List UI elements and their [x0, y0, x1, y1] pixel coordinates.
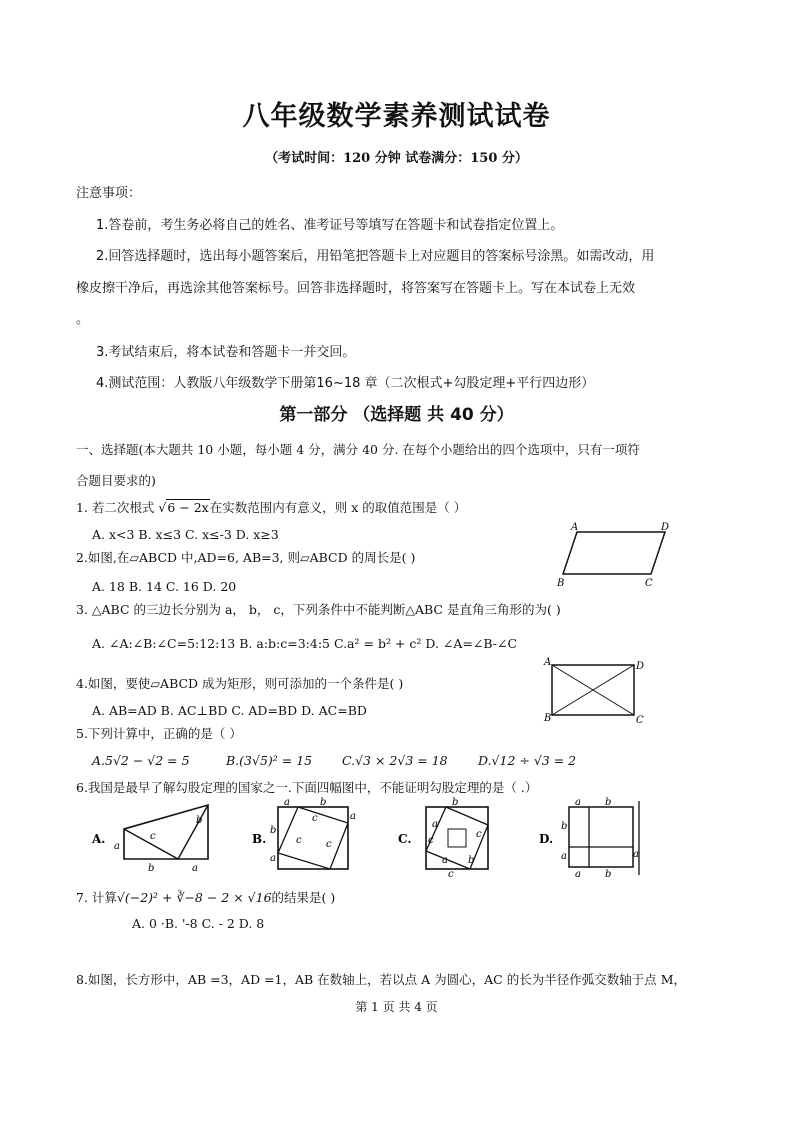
question-5-option-b: B.(3√5)² = 15 — [226, 753, 313, 768]
question-4: 4.如图，要使▱ABCD 成为矩形，则可添加的一个条件是( ) — [76, 676, 404, 691]
vertex-label-c: C — [636, 715, 644, 726]
side-c-label: c — [296, 835, 302, 846]
note-item-2-line-3: 。 — [76, 312, 90, 327]
rectangle-figure — [540, 657, 645, 727]
side-a-label: a — [284, 797, 290, 808]
note-item-1: 1.答卷前，考生务必将自己的姓名、准考证号等填写在答题卡和试卷指定位置上。 — [96, 218, 564, 233]
side-c-label: c — [448, 869, 454, 877]
side-a-label: a — [575, 869, 581, 879]
side-c-label: c — [150, 831, 156, 842]
question-7-post: 的结果是( ) — [271, 890, 336, 905]
question-2: 2.如图,在▱ABCD 中,AD=6, AB=3, 则▱ABCD 的周长是( ) — [76, 550, 416, 565]
question-5-option-a: A.5√2 − √2 = 5 — [92, 753, 190, 768]
note-item-3: 3.考试结束后，将本试卷和答题卡一并交回。 — [96, 345, 356, 360]
vertex-label-a: A — [571, 522, 579, 533]
question-3-options: A. ∠A:∠B:∠C=5:12:13 B. a:b:c=3:4:5 C.a² = b² + c² D. ∠A=∠B-∠C — [92, 636, 518, 651]
side-b-label: b — [561, 821, 568, 832]
figure-d-label: D. — [539, 832, 554, 846]
section-title: 第一部分 （选择题 共 40 分） — [279, 405, 514, 425]
side-b-label: b — [605, 869, 612, 879]
question-8: 8.如图，长方形中，AB =3，AD =1，AB 在数轴上，若以点 A 为圆心，AC 的长为半径作弧交数轴于点 M， — [76, 972, 686, 987]
section-intro-line-2: 合题目要求的) — [76, 473, 156, 488]
vertex-label-b: B — [544, 713, 552, 724]
vertex-label-a: A — [544, 657, 552, 668]
side-a-label: a — [350, 811, 356, 822]
side-a-label: a — [442, 855, 448, 866]
vertex-label-d: D — [636, 661, 645, 672]
question-1-radicand: 6 − 2x — [167, 500, 209, 515]
question-1: 1. 若二次根式 √6 − 2x在实数范围内有意义，则 x 的取值范围是（ ） — [76, 500, 467, 515]
side-c-label: c — [312, 813, 318, 824]
note-item-2-line-2: 橡皮擦干净后，再选涂其他答案标号。回答非选择题时，将答案写在答题卡上。写在本试卷上无效 — [76, 281, 636, 296]
vertex-label-b: B — [557, 578, 565, 589]
question-7-options: A. 0 ·B. '-8 C. - 2 D. 8 — [132, 916, 265, 931]
side-b-label: b — [605, 797, 612, 808]
pythagoras-figure-b — [250, 797, 365, 877]
side-c-label: c — [428, 835, 434, 846]
figure-b-label: B. — [252, 832, 267, 846]
side-b-label: b — [468, 855, 475, 866]
side-b-label: b — [320, 797, 327, 808]
section-intro-line-1: 一、选择题(本大题共 10 小题，每小题 4 分，满分 40 分. 在每个小题给出的四个选项中，只有一项符 — [76, 442, 640, 457]
side-b-label: b — [148, 863, 155, 874]
pythagoras-figure-d — [535, 795, 650, 879]
question-1-options: A. x<3 B. x≤3 C. x≤-3 D. x≥3 — [92, 527, 279, 542]
side-c-label: c — [326, 839, 332, 850]
question-5-option-d: D.√12 ÷ √3 = 2 — [478, 753, 577, 768]
side-b-label: b — [270, 825, 277, 836]
exam-title: 八年级数学素养测试试卷 — [242, 101, 551, 132]
side-a-label: a — [432, 819, 438, 830]
note-item-2-line-1: 2.回答选择题时，选出每小题答案后，用铅笔把答题卡上对应题目的答案标号涂黑。如需改动，用 — [96, 249, 655, 264]
side-b-label: b — [196, 815, 203, 826]
question-7-pre: 7. 计算 — [76, 890, 117, 905]
exam-subtitle: （考试时间：120 分钟 试卷满分：150 分） — [265, 151, 528, 166]
question-7 — [76, 888, 335, 906]
notes-heading: 注意事项： — [76, 186, 142, 201]
side-a-label: a — [633, 849, 639, 860]
question-4-options: A. AB=AD B. AC⊥BD C. AD=BD D. AC=BD — [92, 703, 367, 718]
side-a-label: a — [192, 863, 198, 874]
question-1-pre: 1. 若二次根式 — [76, 500, 159, 515]
side-a-label: a — [575, 797, 581, 808]
vertex-label-c: C — [645, 578, 653, 589]
side-c-label: c — [476, 829, 482, 840]
question-6: 6.我国是最早了解勾股定理的国家之一.下面四幅图中，不能证明勾股定理的是（ .） — [76, 780, 538, 795]
note-item-4: 4.测试范围：人教版八年级数学下册第16~18 章（二次根式+勾股定理+平行四边形） — [96, 376, 595, 391]
parallelogram-figure — [555, 518, 675, 590]
vertex-label-d: D — [661, 522, 670, 533]
question-5: 5.下列计算中，正确的是（ ） — [76, 726, 242, 741]
question-5-option-c: C.√3 × 2√3 = 18 — [342, 753, 448, 768]
question-2-options: A. 18 B. 14 C. 16 D. 20 — [92, 579, 237, 594]
side-a-label: a — [561, 851, 567, 862]
question-3: 3. △ABC 的三边长分别为 a， b， c，下列条件中不能判断△ABC 是直角三角形的为( ) — [76, 602, 561, 617]
figure-c-label: C. — [398, 832, 412, 846]
side-a-label: a — [270, 853, 276, 864]
side-b-label: b — [452, 797, 459, 808]
pythagoras-figure-c — [392, 797, 507, 877]
page-footer: 第 1 页 共 4 页 — [355, 1000, 438, 1014]
side-a-label: a — [114, 841, 120, 852]
pythagoras-figure-a — [90, 797, 230, 877]
question-1-post: 在实数范围内有意义，则 x 的取值范围是（ ） — [209, 500, 467, 515]
question-7-expression: √(−2)² + ∛−8 − 2 × √16 — [116, 890, 272, 905]
figure-a-label: A. — [92, 832, 106, 846]
